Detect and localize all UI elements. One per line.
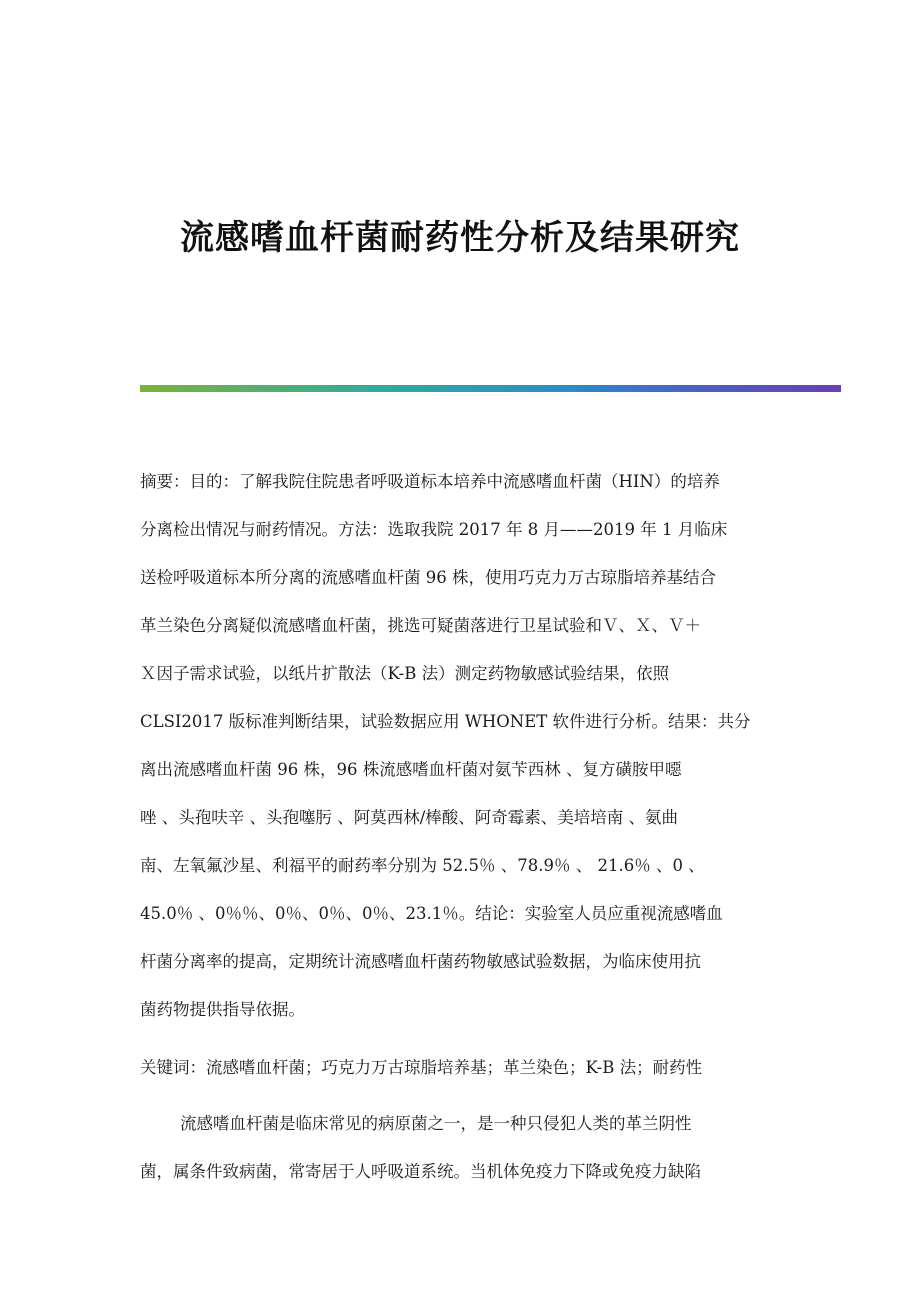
document-title: 流感嗜血杆菌耐药性分析及结果研究 bbox=[180, 218, 740, 258]
gradient-divider bbox=[140, 385, 841, 392]
abstract-line: 送检呼吸道标本所分离的流感嗜血杆菌 96 株，使用巧克力万古琼脂培养基结合 bbox=[140, 568, 716, 587]
keywords-section bbox=[140, 1044, 780, 1092]
abstract-line: 菌药物提供指导依据。 bbox=[140, 1000, 305, 1019]
abstract-section bbox=[140, 458, 780, 1034]
abstract-line: Ｘ因子需求试验，以纸片扩散法（K-B 法）测定药物敏感试验结果，依照 bbox=[140, 664, 670, 683]
keywords-line: 关键词：流感嗜血杆菌；巧克力万古琼脂培养基；革兰染色；K-B 法；耐药性 bbox=[140, 1058, 703, 1077]
abstract-line: 45.0％ 、0％％、0％、0％、0％、23.1％。结论：实验室人员应重视流感嗜血 bbox=[140, 904, 723, 923]
body-line: 流感嗜血杆菌是临床常见的病原菌之一，是一种只侵犯人类的革兰阴性 bbox=[180, 1114, 692, 1133]
abstract-line: 南、左氧氟沙星、利福平的耐药率分别为 52.5％ 、78.9％ 、 21.6％ 、0 、 bbox=[140, 856, 705, 875]
body-line: 菌，属条件致病菌，常寄居于人呼吸道系统。当机体免疫力下降或免疫力缺陷 bbox=[140, 1162, 701, 1181]
body-paragraph bbox=[140, 1100, 780, 1196]
abstract-line: 离出流感嗜血杆菌 96 株，96 株流感嗜血杆菌对氨苄西林 、复方磺胺甲噁 bbox=[140, 760, 682, 779]
abstract-line: 革兰染色分离疑似流感嗜血杆菌，挑选可疑菌落进行卫星试验和Ｖ、Ｘ、Ｖ＋ bbox=[140, 616, 701, 635]
abstract-line: 分离检出情况与耐药情况。方法：选取我院 2017 年 8 月——2019 年 1 月临床 bbox=[140, 520, 728, 539]
abstract-line: 唑 、头孢呋辛 、头孢噻肟 、阿莫西林/棒酸、阿奇霉素、美培培南 、氨曲 bbox=[140, 808, 679, 827]
abstract-line: CLSI2017 版标准判断结果，试验数据应用 WHONET 软件进行分析。结果：共分 bbox=[140, 712, 751, 731]
abstract-line: 杆菌分离率的提高，定期统计流感嗜血杆菌药物敏感试验数据，为临床使用抗 bbox=[140, 952, 701, 971]
abstract-line: 摘要：目的：了解我院住院患者呼吸道标本培养中流感嗜血杆菌（HIN）的培养 bbox=[140, 472, 720, 491]
